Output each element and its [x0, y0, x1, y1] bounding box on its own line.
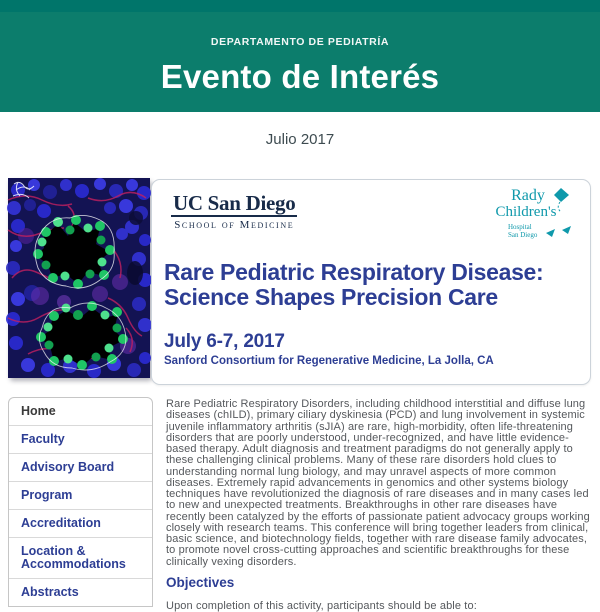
ucsd-logo-wordmark: UC San Diego: [173, 191, 296, 215]
event-site-nav: [8, 397, 153, 607]
department-kicker: DEPARTAMENTO DE PEDIATRÍA: [210, 36, 390, 48]
event-intro-paragraph: Rare Pediatric Respiratory Disorders, including childhood interstitial and diffuse lung diseases (chILD), primary ciliary dyskinesia (PCD) and lung involvement in systemic juvenile inflammatory arthritis (sJIA) are rare, high-morbidity, often life-threatening disorders that are poorly understood, under-recognized, and have little evidence-based therapy. Adult diagnosis and treatment paradigms do not generally apply to these challenging clinical problems. Many of these rare disorders hold clues to understanding normal lung biology, and may unravel aspects of more common diseases. Extremely rapid advancements in genomics and other systems biology techniques have revolutionized the diagnosis of rare diseases and in many cases led to new and unexpected treatments. Breakthroughs in other rare diseases have recently been catalyzed by the efforts of passionate patient advocacy groups working closely with research teams. This conference will bring together leaders from clinical, basic science, and biotechnology fields, together with rare disease family advocates, to promote novel cross-cutting approaches and scientific breakthroughs for these clinically vexing disorders.: [166, 398, 590, 568]
rady-logo-line1: Rady: [511, 187, 545, 204]
rady-logo-line2: Children's: [495, 204, 557, 220]
event-title-line1: Rare Pediatric Respiratory Disease:: [164, 259, 544, 285]
nav-item-advisory-board[interactable]: Advisory Board: [9, 453, 152, 481]
event-venue: Sanford Consortium for Regenerative Medicine, La Jolla, CA: [164, 355, 494, 367]
event-title: [164, 260, 588, 310]
objectives-heading: Objectives: [166, 574, 235, 590]
rady-logo-sub1: Hospital: [508, 223, 532, 231]
nav-item-abstracts[interactable]: Abstracts: [9, 578, 152, 606]
rady-childrens-hospital-logo: [486, 185, 578, 247]
fluorescence-micrograph-image: [8, 178, 150, 378]
objectives-intro-line: Upon completion of this activity, participants should be able to:: [166, 599, 477, 612]
event-banner-card: [151, 179, 591, 385]
event-description: [166, 399, 594, 612]
ucsd-school-of-medicine-logo: [171, 192, 297, 231]
rady-logo-sub2: San Diego: [508, 231, 538, 239]
page-title: Evento de Interés: [160, 58, 440, 95]
issue-date: Julio 2017: [265, 131, 335, 148]
nav-item-location-accommodations[interactable]: Location & Accommodations: [9, 537, 152, 578]
event-dates: July 6-7, 2017: [164, 331, 285, 352]
nav-item-accreditation[interactable]: Accreditation: [9, 509, 152, 537]
nav-item-program[interactable]: Program: [9, 481, 152, 509]
header-banner: [0, 0, 600, 112]
nav-item-home[interactable]: Home: [21, 404, 56, 418]
event-title-line2: Science Shapes Precision Care: [164, 284, 498, 310]
nav-item-faculty[interactable]: Faculty: [9, 425, 152, 453]
ucsd-logo-school-line: School of Medicine: [174, 219, 295, 231]
